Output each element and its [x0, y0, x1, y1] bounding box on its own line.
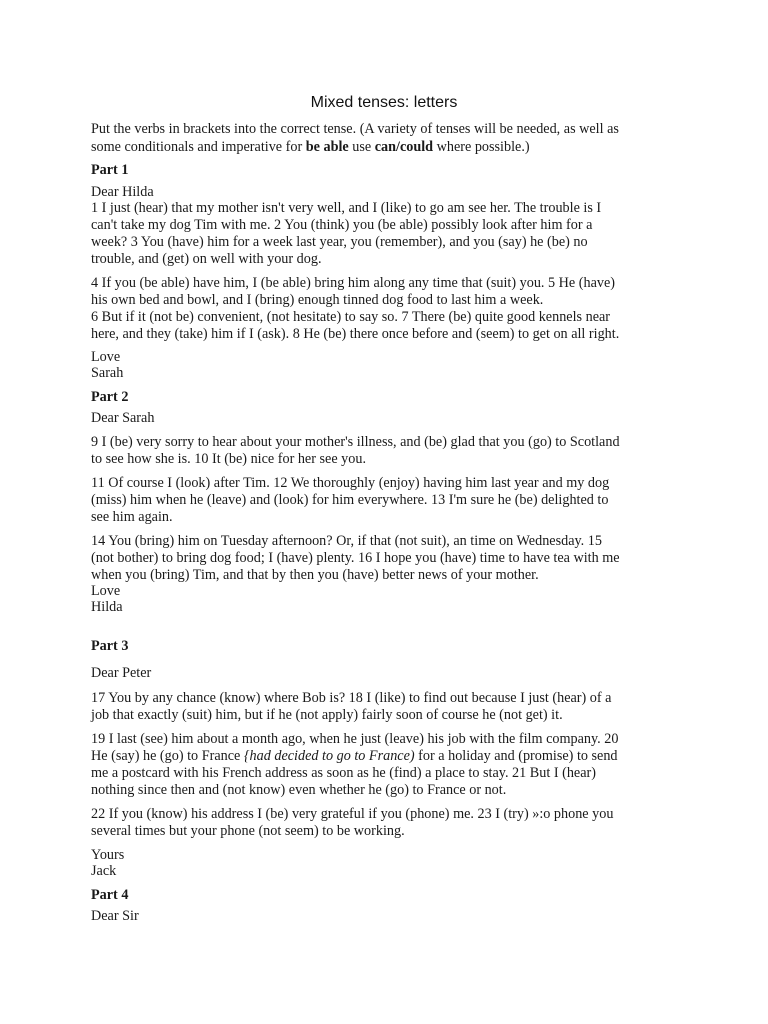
intro-text: use [348, 139, 375, 155]
part3-p2-line: me a postcard with his French address as soon as he (find) a place to stay. 21 But I (hear) [91, 765, 596, 781]
part1-signoff: Love [91, 349, 121, 365]
part1-greeting: Dear Hilda [91, 184, 154, 200]
part3-p3-line: several times but your phone (not seem) to be working. [91, 823, 405, 839]
part1-signature: Sarah [91, 365, 124, 381]
part1-p1-line: trouble, and (get) on well with your dog. [91, 251, 322, 267]
intro-text: where possible.) [433, 139, 530, 155]
intro-line-2 [91, 138, 530, 156]
part4-greeting: Dear Sir [91, 908, 139, 924]
part3-p3-line: 22 If you (know) his address I (be) very grateful if you (phone) me. 23 I (try) »:o phone you [91, 806, 614, 822]
part3-p2-line: nothing since then and (not know) even whether he (go) to France or not. [91, 782, 507, 798]
part3-p1-line: job that exactly (suit) him, but if he (not apply) fairly soon of course he (not get) it. [91, 707, 563, 723]
part1-p1-line: can't take my dog Tim with me. 2 You (think) you (be able) possibly look after him for a [91, 217, 593, 233]
part1-p2-line: his own bed and bowl, and I (bring) enough tinned dog food to last him a week. [91, 292, 544, 308]
part2-signature: Hilda [91, 599, 123, 615]
intro-bold-be-able: be able [305, 139, 349, 155]
intro-bold-can-could: can/could [374, 139, 434, 155]
part3-italic-note: {had decided to go to France) [243, 748, 415, 764]
intro-text: some conditionals and imperative for [91, 139, 306, 155]
part2-heading: Part 2 [91, 389, 129, 405]
page-title: Mixed tenses: letters [310, 94, 458, 111]
part3-p2-line: 19 I last (see) him about a month ago, when he just (leave) his job with the film company. 20 [91, 731, 619, 747]
part3-heading: Part 3 [91, 638, 129, 654]
part2-p1-line: to see how she is. 10 It (be) nice for her see you. [91, 451, 366, 467]
part2-p1-line: 9 I (be) very sorry to hear about your mother's illness, and (be) glad that you (go) to Scotland [91, 434, 620, 450]
part2-greeting: Dear Sarah [91, 410, 155, 426]
part3-p1-line: 17 You by any chance (know) where Bob is? 18 I (like) to find out because I just (hear) of a [91, 690, 612, 706]
part2-signoff: Love [91, 583, 121, 599]
part3-greeting: Dear Peter [91, 665, 152, 681]
part2-p2-line: see him again. [91, 509, 173, 525]
part3-text: He (say) he (go) to France [91, 748, 244, 764]
part1-p1-line: week? 3 You (have) him for a week last year, you (remember), and you (say) he (be) no [91, 234, 588, 250]
part2-p2-line: 11 Of course I (look) after Tim. 12 We thoroughly (enjoy) having him last year and my dog [91, 475, 610, 491]
part2-p3-line: 14 You (bring) him on Tuesday afternoon? Or, if that (not suit), an time on Wednesday. 15 [91, 533, 602, 549]
part1-heading: Part 1 [91, 162, 129, 178]
part2-p3-line: (not bother) to bring dog food; I (have) plenty. 16 I hope you (have) time to have tea with me [91, 550, 620, 566]
part1-p2-line: 6 But if it (not be) convenient, (not hesitate) to say so. 7 There (be) quite good kennels near [91, 309, 611, 325]
intro-line-1: Put the verbs in brackets into the correct tense. (A variety of tenses will be needed, as well as [91, 121, 619, 137]
part4-heading: Part 4 [91, 887, 129, 903]
part3-signoff: Yours [91, 847, 125, 863]
part1-p2-line: here, and they (take) him if I (ask). 8 He (be) there once before and (seem) to get on all right. [91, 326, 620, 342]
part1-p2-line: 4 If you (be able) have him, I (be able) bring him along any time that (suit) you. 5 He (have) [91, 275, 615, 291]
part2-p2-line: (miss) him when he (leave) and (look) for him everywhere. 13 I'm sure he (be) delighted to [91, 492, 609, 508]
part1-p1-line: 1 I just (hear) that my mother isn't very well, and I (like) to go am see her. The trouble is I [91, 200, 602, 216]
part2-p3-line: when you (bring) Tim, and that by then you (have) better news of your mother. [91, 567, 539, 583]
part3-signature: Jack [91, 863, 117, 879]
part3-text: for a holiday and (promise) to send [414, 748, 618, 764]
part3-p2-line [91, 747, 618, 765]
